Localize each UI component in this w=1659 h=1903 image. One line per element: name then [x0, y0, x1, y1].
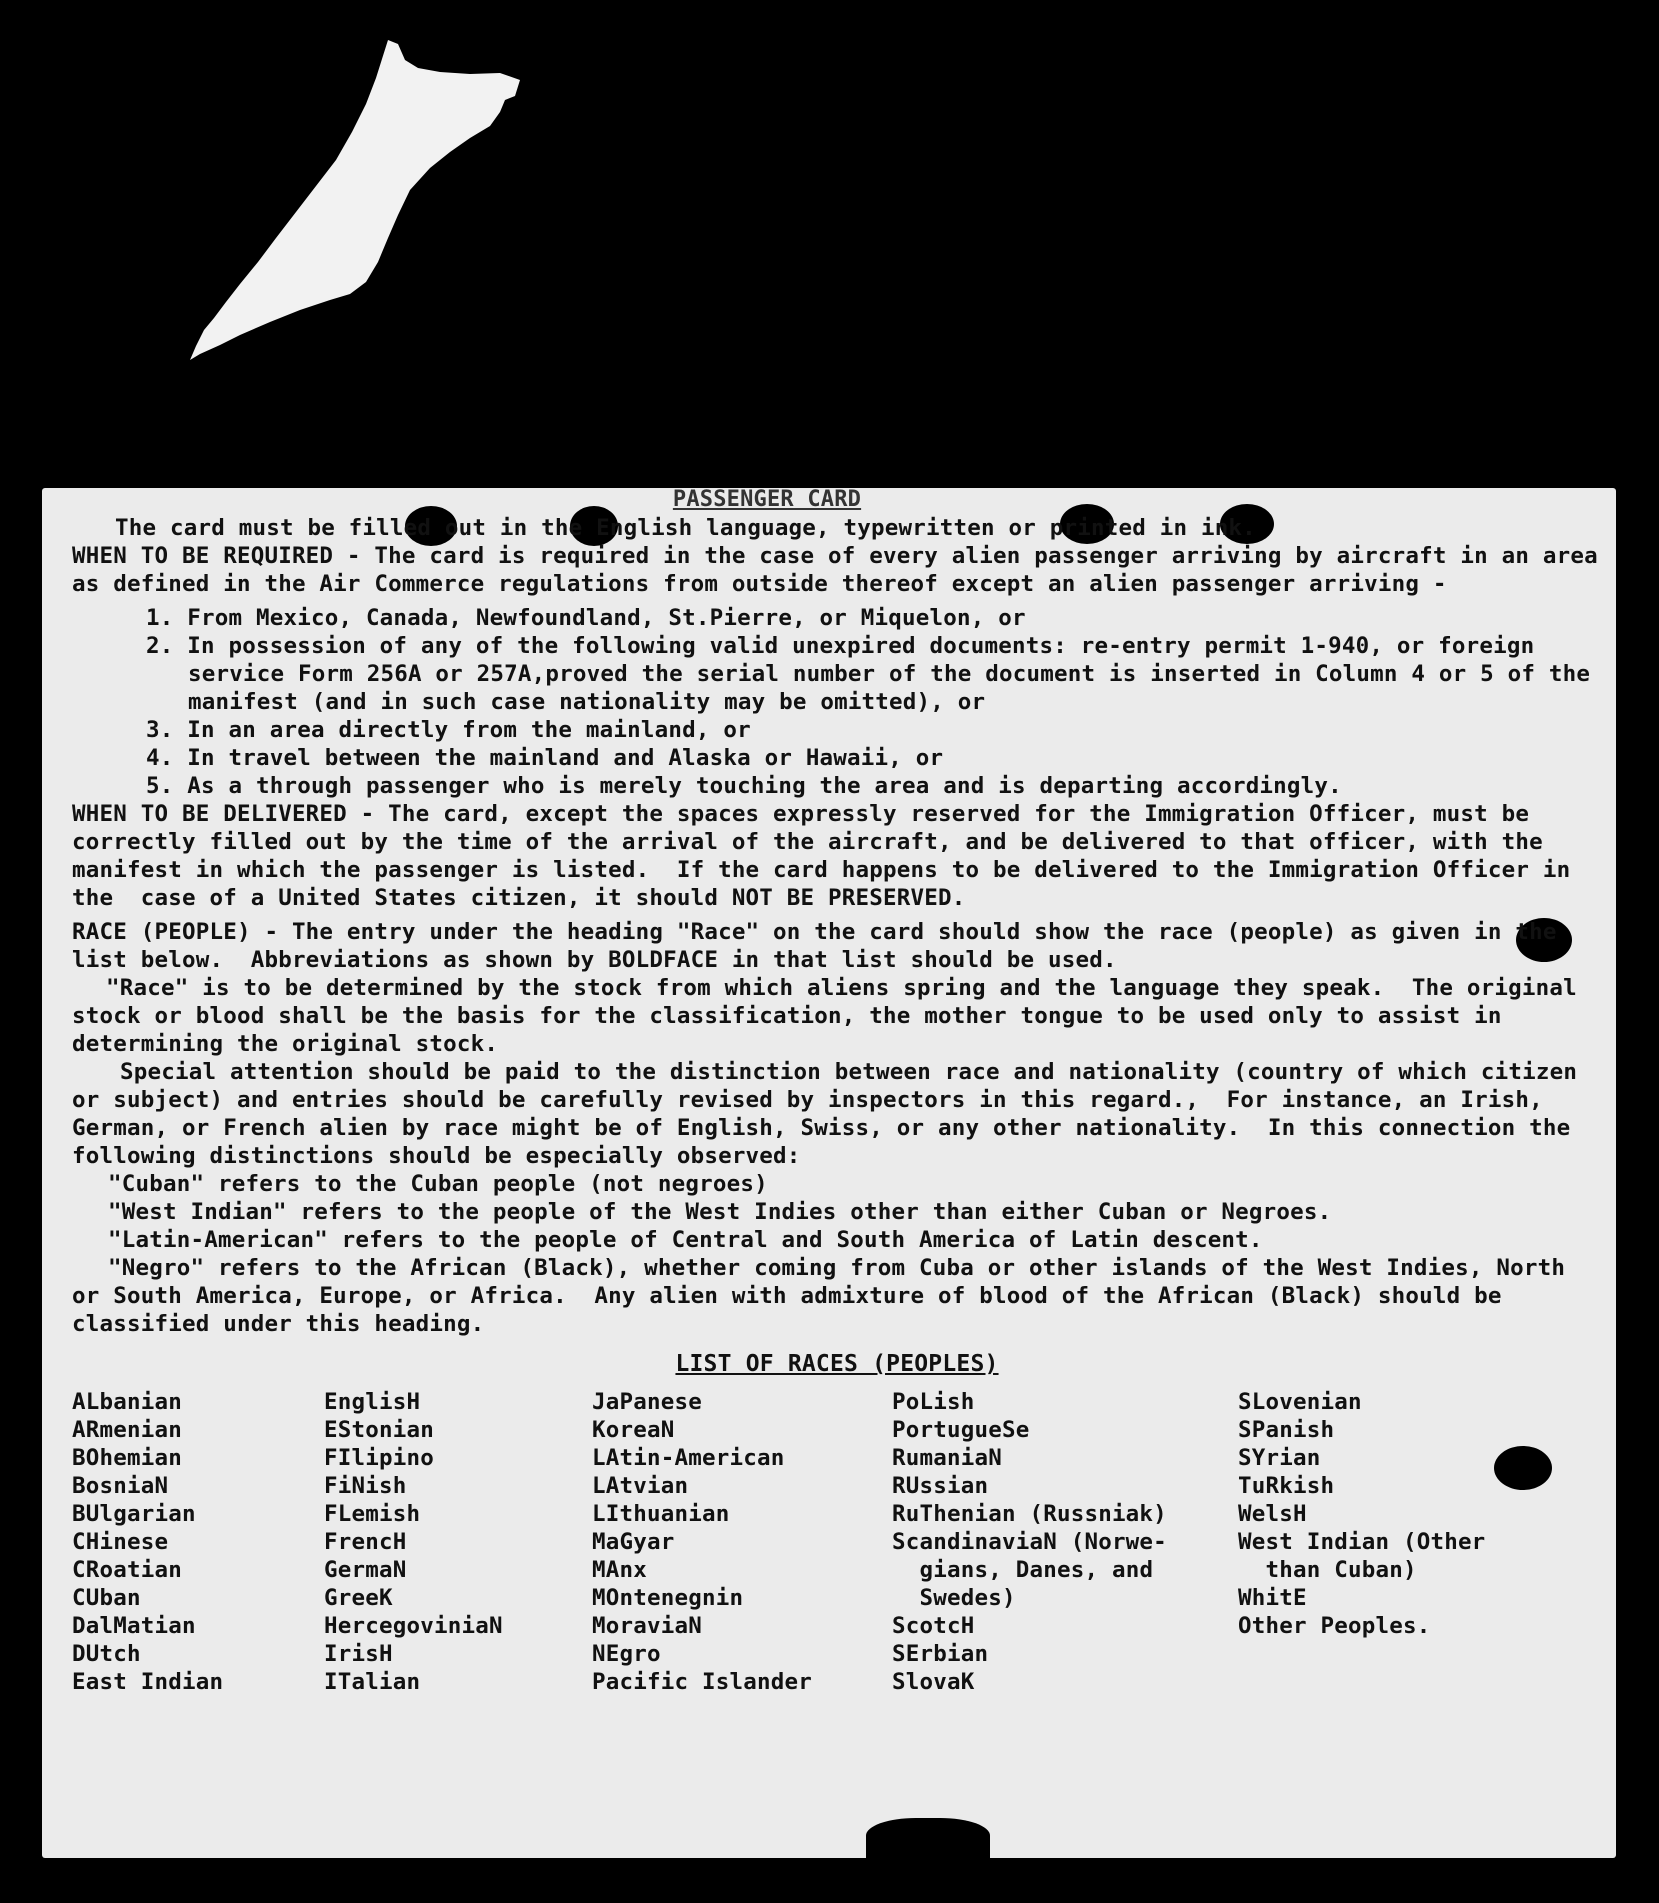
- passenger-card: [42, 488, 1616, 1858]
- intro-text: The card must be filled out in the English language, typewritten or printed in ink.: [115, 515, 1256, 541]
- race-item: DUtch: [72, 1641, 141, 1667]
- race-item: SlovaK: [892, 1669, 975, 1695]
- definition: "Latin-American" refers to the people of Central and South America of Latin descent.: [108, 1227, 1263, 1253]
- races-list-title: LIST OF RACES (PEOPLES): [675, 1351, 999, 1377]
- race-item: IrisH: [324, 1641, 393, 1667]
- race-item: Pacific Islander: [592, 1669, 812, 1695]
- race-item: BosniaN: [72, 1473, 169, 1499]
- race-item: CRoatian: [72, 1557, 182, 1583]
- race-item: RumaniaN: [892, 1445, 1002, 1471]
- race-item: KoreaN: [592, 1417, 675, 1443]
- race-paragraph: RACE (PEOPLE) - The entry under the heading "Race" on the card should show the race (people) as given in the list below. Abbreviations as shown by BOLDFACE in that list should be used.: [72, 919, 1571, 973]
- race-item: Swedes): [892, 1585, 1016, 1611]
- race-item: ScotcH: [892, 1613, 975, 1639]
- race-item: ARmenian: [72, 1417, 182, 1443]
- torn-paper-scrap: [0, 0, 1659, 480]
- race-item: GermaN: [324, 1557, 407, 1583]
- races-column: [592, 1388, 892, 1696]
- exceptions-list: [72, 604, 1602, 800]
- race-item: GreeK: [324, 1585, 393, 1611]
- race-item: FiNish: [324, 1473, 407, 1499]
- when-required-text: WHEN TO BE REQUIRED - The card is required in the case of every alien passenger arriving by aircraft in an area as defined in the Air Commerce regulations from outside thereof except an alien passenger arriving -: [72, 543, 1612, 597]
- race-item: SPanish: [1238, 1417, 1335, 1443]
- race-item: TuRkish: [1238, 1473, 1335, 1499]
- races-table: [72, 1388, 1602, 1696]
- race-item: CHinese: [72, 1529, 169, 1555]
- race-item: than Cuban): [1238, 1557, 1417, 1583]
- races-column: [324, 1388, 592, 1696]
- definition: "West Indian" refers to the people of the West Indies other than either Cuban or Negroes.: [108, 1199, 1332, 1225]
- race-item: East Indian: [72, 1669, 224, 1695]
- races-column: [72, 1388, 324, 1696]
- race-paragraph: "Race" is to be determined by the stock from which aliens spring and the language they speak. The original stock or blood shall be the basis for the classification, the mother tongue to be used only to assist in determining the original stock.: [72, 975, 1591, 1057]
- race-item: CUban: [72, 1585, 141, 1611]
- race-item: ALbanian: [72, 1389, 182, 1415]
- race-item: WhitE: [1238, 1585, 1307, 1611]
- race-item: BUlgarian: [72, 1501, 196, 1527]
- card-title: PASSENGER CARD: [672, 487, 862, 512]
- race-item: LAtin-American: [592, 1445, 785, 1471]
- race-item: RuThenian (Russniak): [892, 1501, 1167, 1527]
- race-item: FrencH: [324, 1529, 407, 1555]
- race-item: RUssian: [892, 1473, 989, 1499]
- definition: "Cuban" refers to the Cuban people (not negroes): [108, 1171, 768, 1197]
- race-item: FIlipino: [324, 1445, 434, 1471]
- list-item: 2. In possession of any of the following valid unexpired documents: re-entry permit 1-940, or foreign service Form 256A or 257A,proved the serial number of the document is inserted in Column 4 or 5 of the manifest (and in such case nationality may be omitted), or: [146, 633, 1591, 715]
- race-item: WelsH: [1238, 1501, 1307, 1527]
- races-column: [1238, 1388, 1558, 1696]
- race-item: MOntenegnin: [592, 1585, 744, 1611]
- races-column: [892, 1388, 1238, 1696]
- race-item: MaGyar: [592, 1529, 675, 1555]
- race-item: JaPanese: [592, 1389, 702, 1415]
- race-item: PoLish: [892, 1389, 975, 1415]
- race-item: EStonian: [324, 1417, 434, 1443]
- race-item: LAtvian: [592, 1473, 689, 1499]
- race-item: gians, Danes, and: [892, 1557, 1154, 1583]
- list-item: 3. In an area directly from the mainland, or: [146, 717, 751, 743]
- race-item: ScandinaviaN (Norwe-: [892, 1529, 1167, 1555]
- race-item: FLemish: [324, 1501, 421, 1527]
- race-item: SYrian: [1238, 1445, 1321, 1471]
- race-item: NEgro: [592, 1641, 661, 1667]
- race-item: LIthuanian: [592, 1501, 730, 1527]
- race-item: BOhemian: [72, 1445, 182, 1471]
- definitions: [72, 1170, 1602, 1254]
- race-item: PortugueSe: [892, 1417, 1030, 1443]
- list-item: 5. As a through passenger who is merely touching the area and is departing accordingly.: [146, 773, 1342, 799]
- definition: "Negro" refers to the African (Black), whether coming from Cuba or other islands of the West Indies, North or South America, Europe, or Africa. Any alien with admixture of blood of the African (Black) should be classified under this heading.: [72, 1255, 1579, 1337]
- race-paragraph: Special attention should be paid to the distinction between race and nationality (country of which citizen or subject) and entries should be carefully revised by inspectors in this regard., For instance, an Irish, German, or French alien by race might be of English, Swiss, or any other nationality. In this connection the following distinctions should be especially observed:: [72, 1059, 1591, 1169]
- race-item: EnglisH: [324, 1389, 421, 1415]
- punch-hole: [866, 1818, 990, 1862]
- race-item: SErbian: [892, 1641, 989, 1667]
- race-item: DalMatian: [72, 1613, 196, 1639]
- race-item: ITalian: [324, 1669, 421, 1695]
- when-delivered-text: WHEN TO BE DELIVERED - The card, except the spaces expressly reserved for the Immigration Officer, must be correctly filled out by the time of the arrival of the aircraft, and be delivered to that officer, with the manifest in which the passenger is listed. If the card happens to be delivered to the Immigration Officer in the case of a United States citizen, it should NOT BE PRESERVED.: [72, 801, 1585, 911]
- list-item: 4. In travel between the mainland and Alaska or Hawaii, or: [146, 745, 944, 771]
- race-item: Other Peoples.: [1238, 1613, 1431, 1639]
- race-item: SLovenian: [1238, 1389, 1362, 1415]
- card-text: [72, 487, 1612, 1696]
- list-item: 1. From Mexico, Canada, Newfoundland, St.Pierre, or Miquelon, or: [146, 605, 1026, 631]
- race-item: MoraviaN: [592, 1613, 702, 1639]
- race-item: West Indian (Other: [1238, 1529, 1486, 1555]
- race-item: MAnx: [592, 1557, 647, 1583]
- race-item: HercegoviniaN: [324, 1613, 503, 1639]
